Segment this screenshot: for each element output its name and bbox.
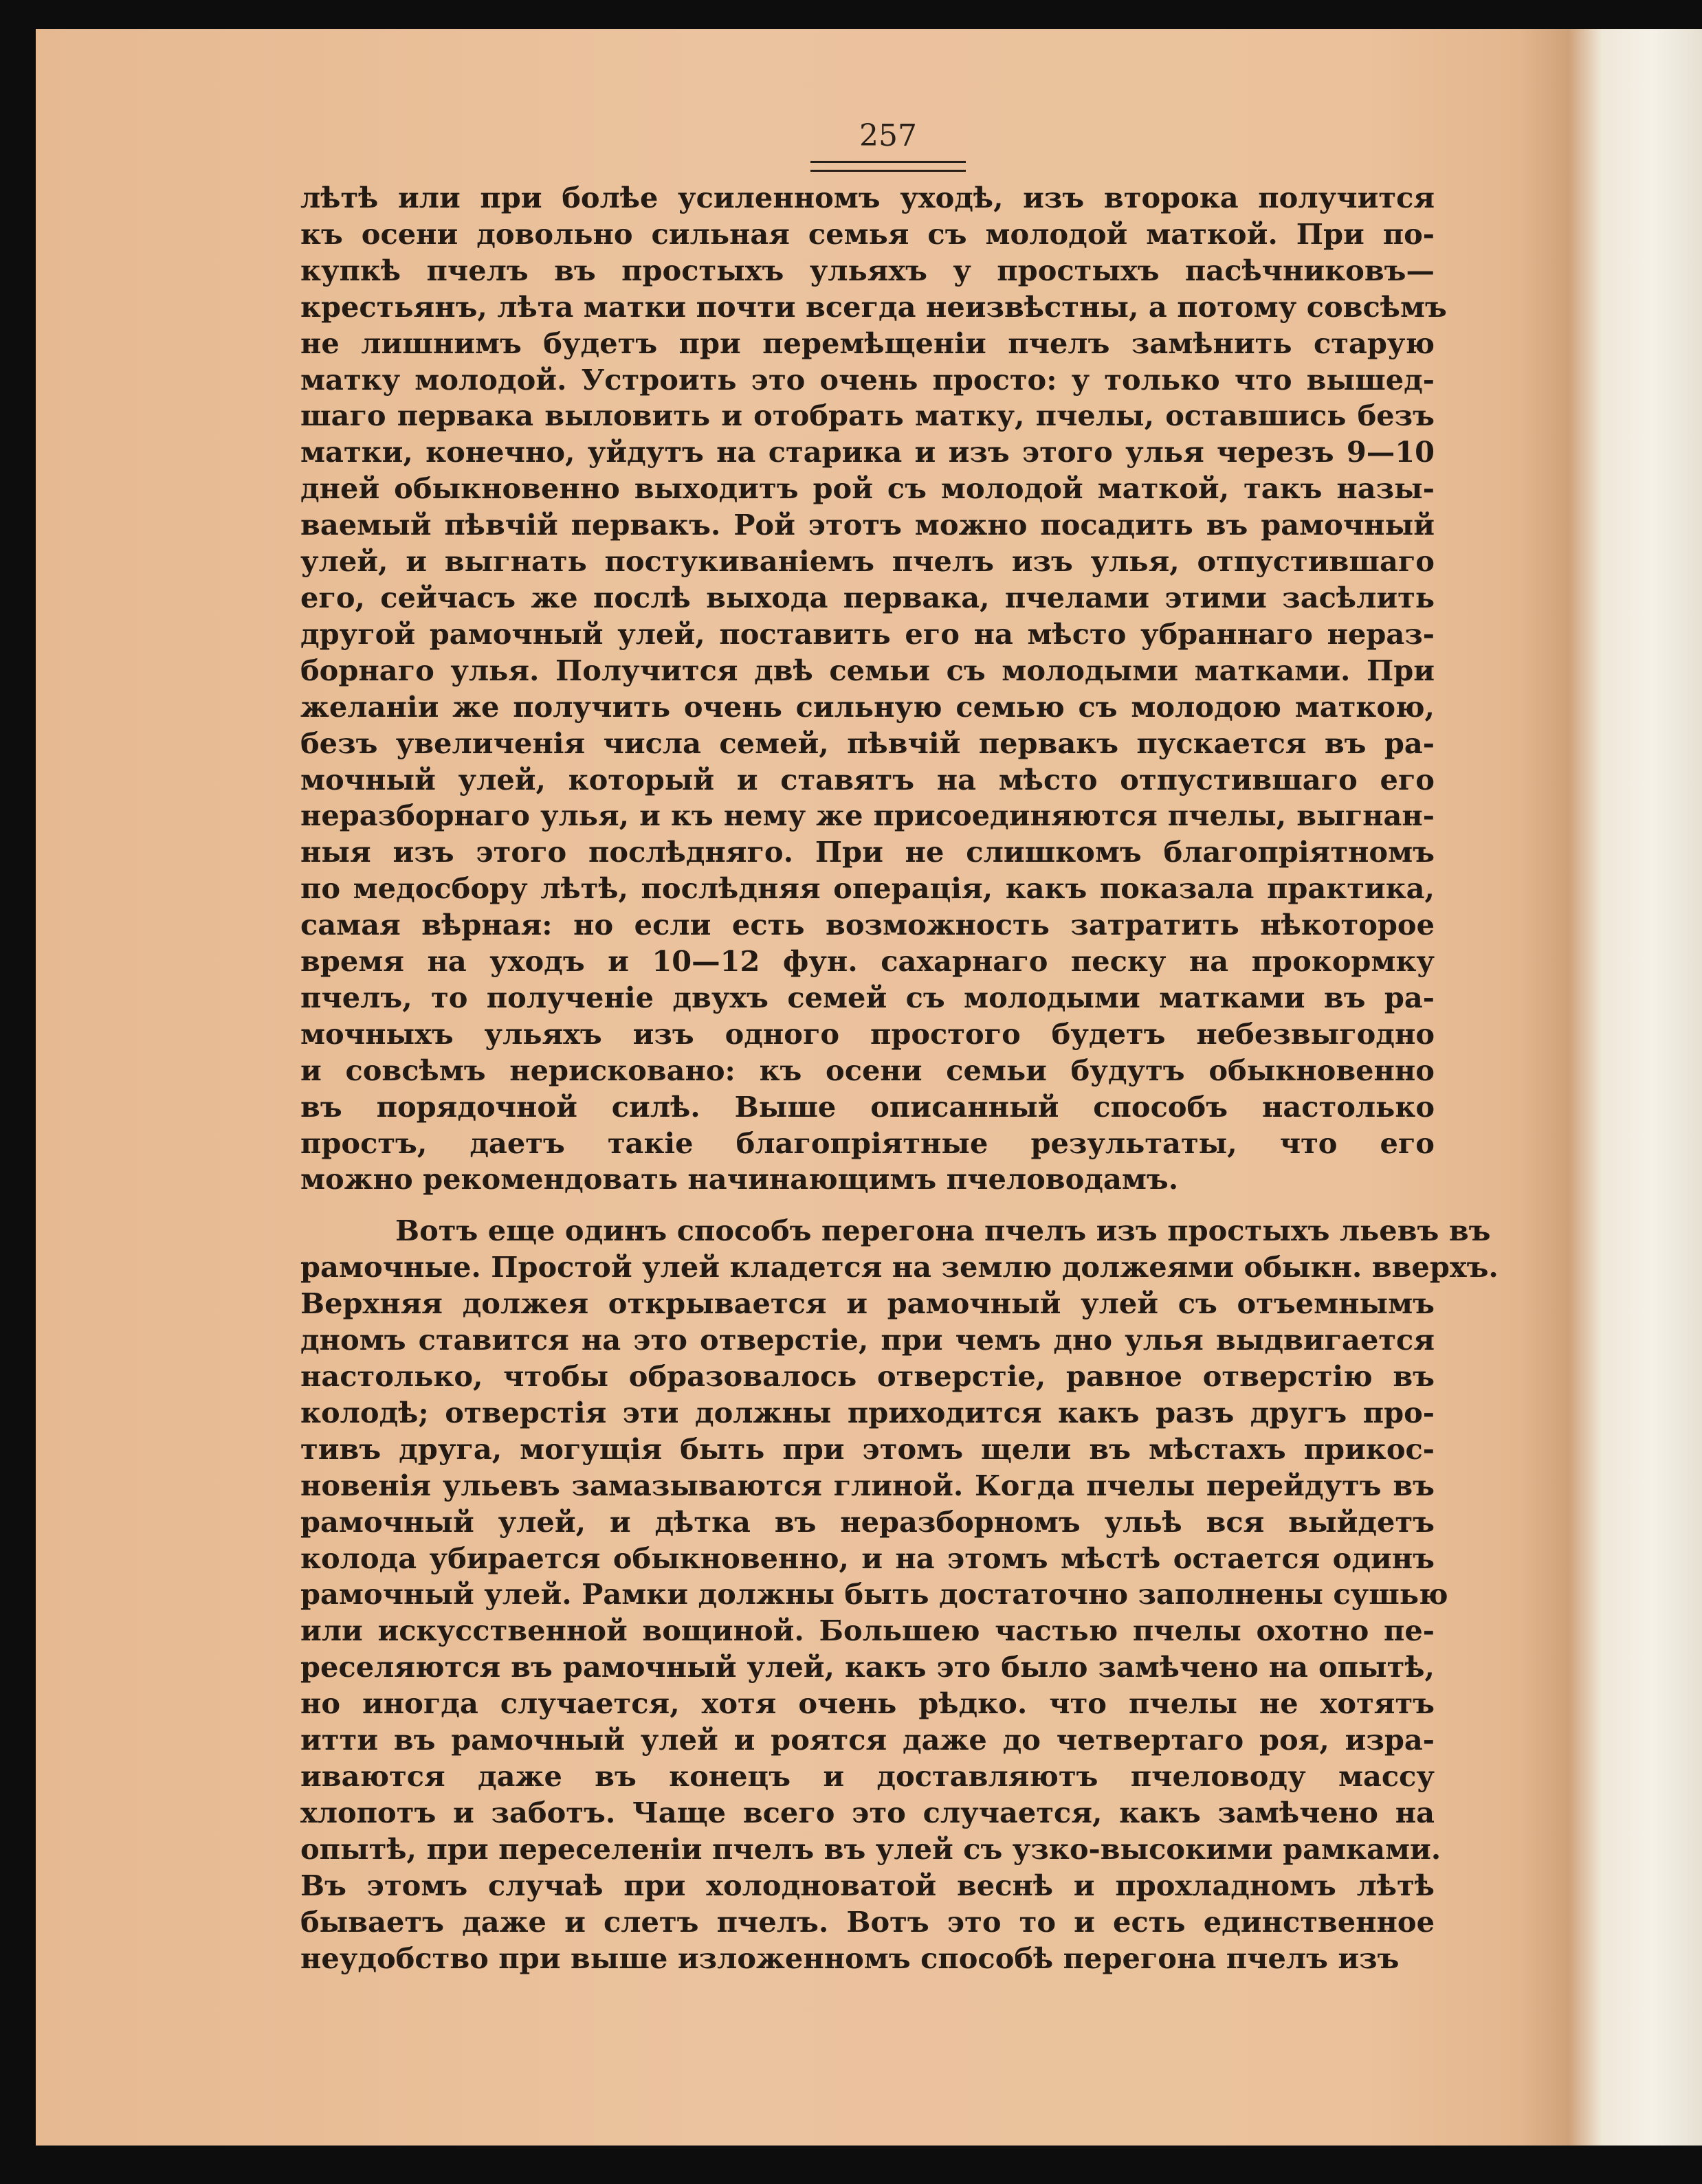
text-line: колодѣ; отверстія эти должны приходится какъ разъ другъ про- <box>300 1395 1435 1429</box>
text-line: въ порядочной силѣ. Выше описанный способъ настолько <box>300 1089 1435 1124</box>
text-line: можно рекомендовать начинающимъ пчеловодамъ. <box>300 1162 1179 1196</box>
text-line: матки, конечно, уйдутъ на старика и изъ этого улья черезъ 9—10 <box>300 435 1435 469</box>
text-line: бываетъ даже и слетъ пчелъ. Вотъ это то и есть единственное <box>300 1904 1435 1939</box>
text-line: самая вѣрная: но если есть возможность затратить нѣкоторое <box>300 908 1435 942</box>
text-line: шаго первака выловить и отобрать матку, пчелы, оставшись безъ <box>300 399 1435 433</box>
text-line: и совсѣмъ нерисковано: къ осени семьи будутъ обыкновенно <box>300 1053 1435 1087</box>
text-line: колода убирается обыкновенно, и на этомъ мѣстѣ остается одинъ <box>300 1541 1435 1575</box>
text-line: крестьянъ, лѣта матки почти всегда неизвѣстны, а потому совсѣмъ <box>300 289 1447 324</box>
text-line: не лишнимъ будетъ при перемѣщеніи пчелъ замѣнить старую <box>300 326 1435 360</box>
text-line: простъ, даетъ такіе благопріятные результаты, что его <box>300 1126 1435 1160</box>
text-line: хлопотъ и заботъ. Чаще всего это случается, какъ замѣчено на <box>300 1795 1435 1829</box>
text-line: настолько, чтобы образовалось отверстіе, равное отверстію въ <box>300 1359 1435 1393</box>
paragraph-spacer <box>300 1198 1435 1213</box>
text-line: улей, и выгнать постукиваніемъ пчелъ изъ улья, отпустившаго <box>300 544 1435 579</box>
text-line: по медосбору лѣтѣ, послѣдняя операція, какъ показала практика, <box>300 871 1435 906</box>
text-line: или искусственной вощиной. Большею частью пчелы охотно пе- <box>300 1614 1435 1648</box>
text-line: неразборнаго улья, и къ нему же присоединяются пчелы, выгнан- <box>300 799 1435 833</box>
page-number: 257 <box>859 118 917 153</box>
text-line: его, сейчасъ же послѣ выхода первака, пчелами этими засѣлить <box>300 580 1435 614</box>
text-line: Въ этомъ случаѣ при холодноватой веснѣ и прохладномъ лѣтѣ <box>300 1868 1435 1902</box>
text-line: другой рамочный улей, поставить его на мѣсто убраннаго нераз- <box>300 616 1435 651</box>
text-line: рамочный улей. Рамки должны быть достаточно заполнены сушью <box>300 1577 1448 1612</box>
text-line: тивъ друга, могущія быть при этомъ щели въ мѣстахъ прикос- <box>300 1431 1435 1466</box>
text-line: новенія ульевъ замазываются глиной. Когда пчелы перейдутъ въ <box>300 1468 1435 1502</box>
text-line: реселяются въ рамочный улей, какъ это было замѣчено на опытѣ, <box>300 1650 1435 1684</box>
text-line: неудобство при выше изложенномъ способѣ перегона пчелъ изъ <box>300 1941 1400 1975</box>
text-line: безъ увеличенія числа семей, пѣвчій первакъ пускается въ ра- <box>300 726 1435 760</box>
paragraph <box>300 1213 1499 1976</box>
text-line: рамочные. Простой улей кладется на землю должеями обыкн. вверхъ. <box>300 1250 1499 1284</box>
text-line: купкѣ пчелъ въ простыхъ ульяхъ у простыхъ пасѣчниковъ— <box>300 253 1435 287</box>
text-line: желаніи же получить очень сильную семью съ молодою маткою, <box>300 689 1435 724</box>
text-line: мочный улей, который и ставятъ на мѣсто отпустившаго его <box>300 762 1435 796</box>
text-line: борнаго улья. Получится двѣ семьи съ молодыми матками. При <box>300 653 1435 687</box>
text-line: итти въ рамочный улей и роятся даже до четвертаго роя, изра- <box>300 1723 1435 1757</box>
text-line: дней обыкновенно выходитъ рой съ молодой маткой, такъ назы- <box>300 471 1435 506</box>
text-line: ваемый пѣвчій первакъ. Рой этотъ можно посадить въ рамочный <box>300 508 1435 542</box>
text-line: матку молодой. Устроить это очень просто: у только что вышед- <box>300 362 1435 397</box>
text-line: лѣтѣ или при болѣе усиленномъ уходѣ, изъ второка получится <box>300 181 1435 214</box>
text-line: опытѣ, при переселеніи пчелъ въ улей съ узко-высокими рамками. <box>300 1831 1441 1866</box>
header-double-rule <box>810 161 966 172</box>
text-line: къ осени довольно сильная семья съ молодой маткой. При по- <box>300 216 1435 251</box>
text-line: рамочный улей, и дѣтка въ неразборномъ ульѣ вся выйдетъ <box>300 1504 1435 1539</box>
text-line: но иногда случается, хотя очень рѣдко. что пчелы не хотятъ <box>300 1686 1435 1721</box>
text-line: дномъ ставится на это отверстіе, при чемъ дно улья выдвигается <box>300 1323 1435 1357</box>
text-line: ныя изъ этого послѣдняго. При не слишкомъ благопріятномъ <box>300 835 1435 869</box>
text-line: мочныхъ ульяхъ изъ одного простого будетъ небезвыгодно <box>300 1016 1435 1051</box>
paragraph <box>300 180 1447 1198</box>
text-line: иваются даже въ конецъ и доставляютъ пчеловоду массу <box>300 1759 1435 1793</box>
body-text <box>300 180 1499 1976</box>
text-line: Верхняя должея открывается и рамочный улей съ отъемнымъ <box>300 1286 1435 1321</box>
text-line: Вотъ еще одинъ способъ перегона пчелъ изъ простыхъ льевъ въ <box>395 1214 1491 1248</box>
text-line: время на уходъ и 10—12 фун. сахарнаго песку на прокормку <box>300 944 1435 979</box>
text-line: пчелъ, то полученіе двухъ семей съ молодыми матками въ ра- <box>300 980 1435 1014</box>
